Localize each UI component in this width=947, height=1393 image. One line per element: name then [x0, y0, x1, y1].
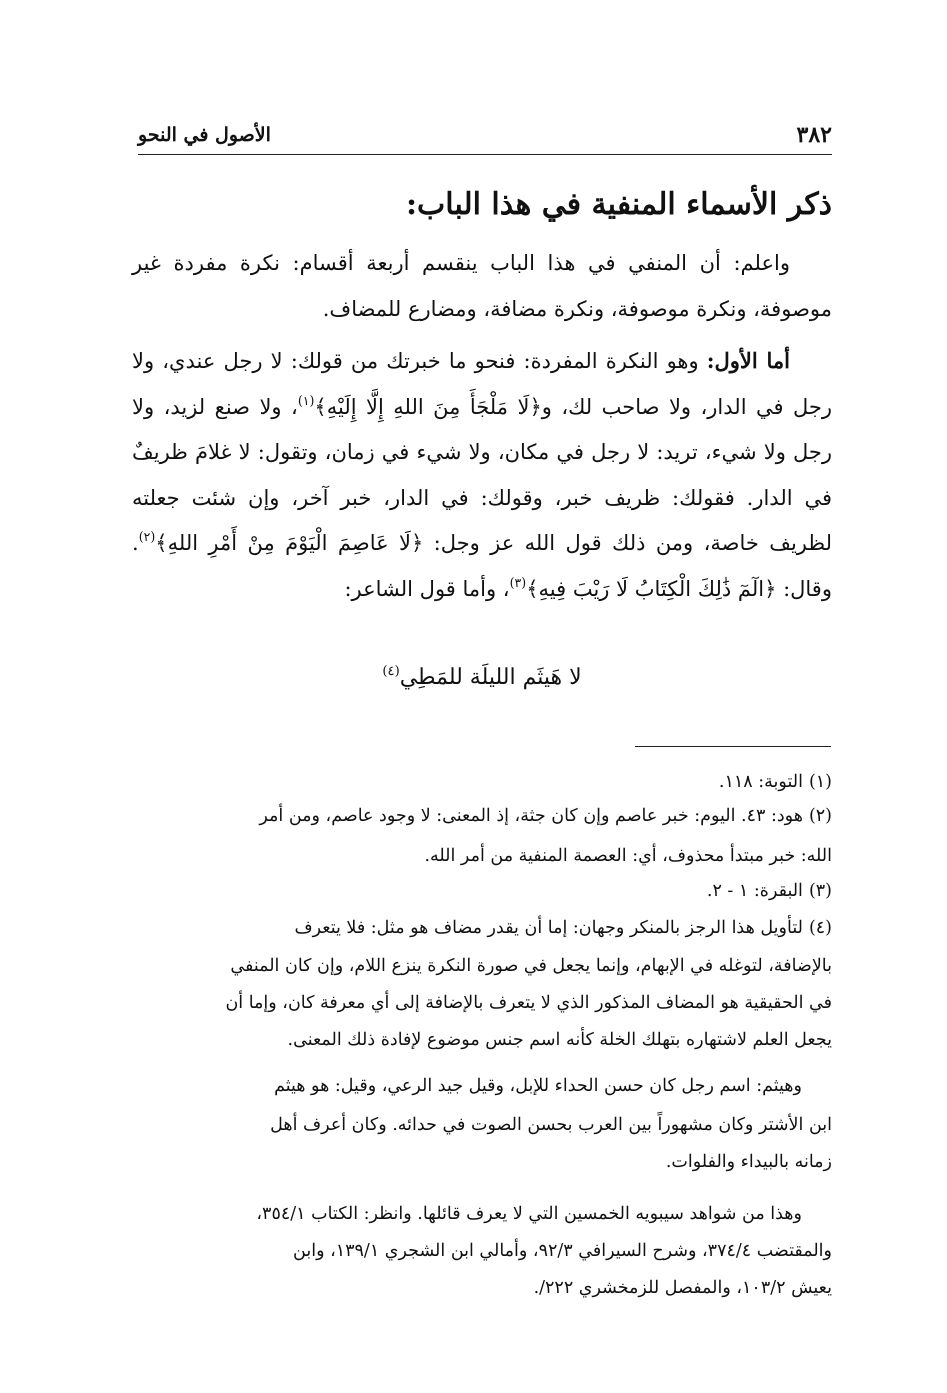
footnote-text: وهذا من شواهد سيبويه الخمسين التي لا يعرف قائلها. وانظر: الكتاب ٣٥٤/١، [256, 1204, 802, 1224]
footnote-text: هود: ٤٣. اليوم: خبر عاصم وإن كان جثة، إذ المعنى: لا وجود عاصم، ومن أمر [259, 806, 803, 826]
paragraph-text: . وقال: ﴿الٓمٓ ذَٰلِكَ الْكِتَابُ لَا رَيْبَ فِيهِ﴾ [132, 531, 832, 601]
footnote-divider [635, 746, 831, 747]
footnote-2 [132, 799, 832, 833]
footnote-text: البقرة: ١ - ٢. [706, 881, 803, 901]
section-heading: ذكر الأسماء المنفية في هذا الباب: [405, 187, 832, 222]
footnote-ref-1: (١) [297, 392, 315, 408]
paragraph-intro [132, 240, 832, 332]
footnote-4-para-3-line-3: يعيش ١٠٣/٢، والمفصل للزمخشري ٢٢٢/. [533, 1278, 832, 1298]
paragraph-lead: أما الأول: [706, 348, 790, 373]
footnote-text: التوبة: ١١٨. [718, 772, 803, 792]
footnote-4-para-2-line-3: زمانه بالبيداء والفلوات. [665, 1152, 832, 1172]
paragraph-first-kind [132, 338, 832, 612]
footnote-4 [132, 911, 832, 945]
running-header [138, 122, 832, 155]
footnote-text: وهيثم: اسم رجل كان حسن الحداء للإبل، وقيل جيد الرعي، وقيل: هو هيثم [274, 1076, 802, 1096]
poetry-verse [132, 655, 832, 701]
footnote-number: (٢) [808, 806, 832, 826]
footnote-text: لتأويل هذا الرجز بالمنكر وجهان: إما أن يقدر مضاف هو مثل: فلا يتعرف [294, 918, 803, 938]
paragraph-intro-text: واعلم: أن المنفي في هذا الباب ينقسم أربعة أقسام: نكرة مفردة غير موصوفة، ونكرة موصوفة، ونكرة مضافة، ومضارع للمضاف. [132, 251, 832, 321]
footnote-ref-3: (٣) [509, 574, 527, 590]
footnote-4-para-3-line-2: والمقتضب ٣٧٤/٤، وشرح السيرافي ٩٢/٣، وأمالي ابن الشجري ١٣٩/١، وابن [293, 1241, 832, 1261]
footnote-3 [132, 874, 832, 908]
footnote-4-para-2-line-1 [132, 1069, 832, 1103]
footnote-ref-2: (٢) [138, 529, 156, 545]
footnote-4-line-3: في الحقيقية هو المضاف المذكور الذي لا يتعرف بالإضافة إلى أي معرفة كان، وإما أن [225, 993, 832, 1013]
footnote-4-line-4: يجعل العلم لاشتهاره بتهلك الخلة كأنه اسم جنس موضوع لإفادة ذلك المعنى. [287, 1030, 832, 1050]
footnote-2-continued: الله: خبر مبتدأ محذوف، أي: العصمة المنفية من أمر الله. [424, 846, 832, 866]
footnote-1 [132, 765, 832, 799]
paragraph-text: ، وأما قول الشاعر: [344, 576, 510, 601]
footnote-ref-4: (٤) [382, 663, 400, 679]
footnote-4-line-2: بالإضافة، لتوغله في الإبهام، وإنما يجعل في صورة النكرة ينزع اللام، وإن كان المنفي [230, 956, 832, 976]
footnote-number: (٤) [808, 918, 832, 938]
page-number: ٣٨٢ [796, 122, 832, 148]
book-title: الأصول في النحو [138, 124, 271, 146]
footnote-number: (١) [808, 772, 832, 792]
footnote-4-para-2-line-2: ابن الأشتر وكان مشهوراً بين العرب بحسن الصوت في حدائه. وكان أعرف أهل [270, 1115, 832, 1135]
footnote-number: (٣) [808, 881, 832, 901]
paragraph-text: وهو النكرة المفردة: فنحو ما خبرتك من قولك: لا رجل عندي، ولا رجل في الدار، ولا صاحب لك، و﴿لَا مَلْجَأَ مِنَ اللهِ إِلَّا إِلَيْهِ﴾ [132, 349, 832, 419]
verse-text: لا هَيثَم الليلَة للمَطِي [399, 665, 582, 690]
paragraph-text: ، ولا صنع لزيد، ولا رجل ولا شيء، تريد: لا رجل في مكان، ولا شيء في زمان، وتقول: لا غلامَ ظريفٌ في الدار. فقولك: ظريف خبر، وقولك: في الدار، خبر آخر، وإن شئت جعلته لظريف خاصة، ومن ذلك قول الله عز وجل: ﴿لَا عَاصِمَ الْيَوْمَ مِنْ أَمْرِ اللهِ﴾ [132, 394, 832, 555]
footnote-4-para-3-line-1 [132, 1197, 832, 1231]
